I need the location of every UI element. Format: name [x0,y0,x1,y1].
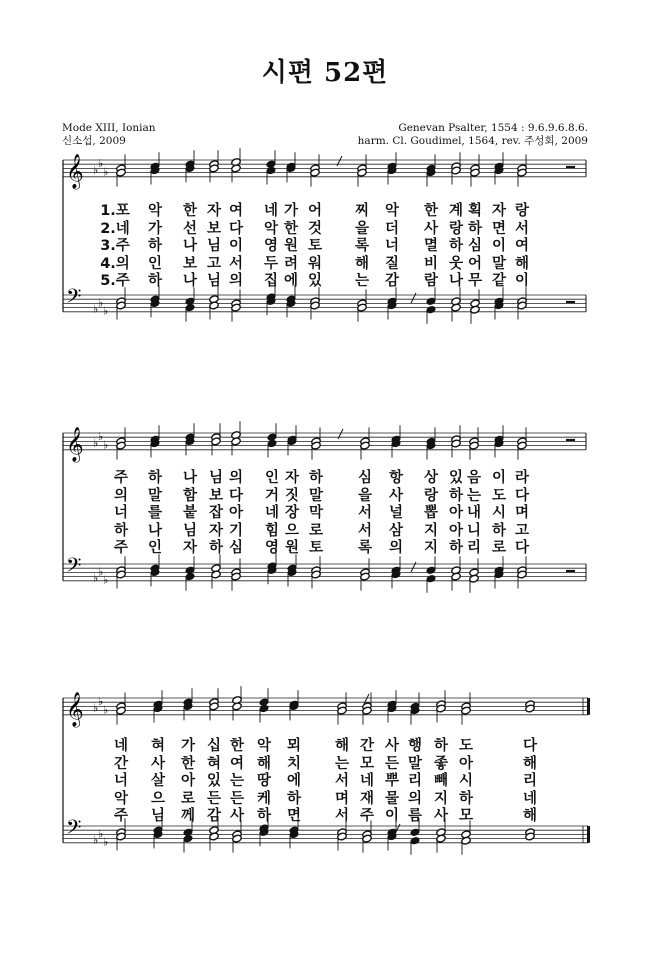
lyric-syllable: 람 [423,273,439,289]
lyric-syllable: 인 [147,540,163,556]
lyric-syllable: 서 [357,505,373,521]
final-barline [587,826,590,843]
lyric-syllable: 사 [433,808,449,824]
lyric-syllable: 록 [354,238,370,254]
lyric-syllable: 말 [407,755,423,772]
lyric-syllable: 자 [206,203,222,219]
lyric-syllable: 보 [208,487,224,504]
lyric-syllable: 하 [147,238,163,254]
lyric-syllable: 사 [384,738,400,754]
lyric-syllable: 함 [182,487,198,504]
lyric-syllable: 기 [228,522,244,539]
lyric-syllable: 획 [467,203,483,219]
lyric-syllable: 짓 [284,487,300,504]
lyric-syllable: 지 [423,522,439,539]
lyric-syllable: 잡 [208,505,224,521]
lyric-syllable: 네 [359,773,375,789]
lyric-syllable: 같 [491,273,507,289]
lyric-syllable: 너 [113,505,129,521]
lyric-syllable: 나 [182,273,198,289]
lyric-syllable: 도 [491,487,507,504]
lyric-syllable: 웃 [448,255,464,272]
lyric-syllable: 네 [522,790,538,807]
lyric-syllable: 여 [514,238,530,254]
lyric-syllable: 네 [113,738,129,754]
lyric-syllable: 서 [334,808,350,824]
lyric-syllable: 하 [448,540,464,556]
lyric-syllable: 두 [263,255,279,272]
lyric-syllable: 의 [228,273,244,289]
lyric-syllable: 의 [113,487,129,504]
lyric-syllable: 에 [283,273,299,289]
lyric-syllable: 면 [286,808,302,824]
lyric-syllable: 의 [407,790,423,807]
lyric-syllable: 주 [113,808,129,824]
lyric-syllable: 행 [407,738,423,754]
half-rest-icon [566,439,575,442]
lyric-syllable: 로 [491,540,507,556]
lyric-syllable: 아 [180,773,196,789]
lyric-syllable: 지 [423,540,439,556]
lyric-syllable: 사 [423,220,439,237]
lyric-syllable: 님 [182,522,198,539]
bass-staff [63,295,586,312]
lyric-syllable: 자 [284,470,300,486]
lyric-syllable: 너 [384,238,400,254]
half-rest-icon [566,166,575,169]
flat-icon: ♭ [98,296,104,310]
lyric-syllable: 워 [307,255,323,272]
lyric-syllable: 치 [286,755,302,772]
lyric-syllable: 로 [308,522,324,539]
lyric-syllable: 찌 [354,203,370,219]
flat-icon: ♭ [93,571,99,585]
lyric-verse-4 [0,523,650,540]
lyric-verse-4 [0,791,650,808]
lyric-syllable: 계 [448,203,464,219]
lyric-syllable: 면 [491,220,507,237]
lyric-syllable: 모 [359,755,375,772]
lyric-syllable: 며 [334,790,350,807]
treble-staff [63,698,588,715]
lyric-syllable: 있 [206,773,222,789]
lyric-syllable: 보 [182,255,198,272]
lyric-syllable: 라 [514,470,530,486]
lyric-syllable: 다 [228,487,244,504]
flat-icon: ♭ [98,430,104,444]
lyric-syllable: 뿌 [384,773,400,789]
lyric-syllable: 사 [388,487,404,504]
flat-icon: ♭ [103,304,109,318]
lyric-syllable: 아 [228,505,244,521]
lyric-syllable: 한 [283,220,299,237]
lyric-syllable: 하 [433,738,449,754]
lyric-syllable: 아 [448,505,464,521]
lyric-syllable: 네 [263,203,279,219]
lyric-syllable: 말 [308,487,324,504]
lyric-syllable: 든 [229,790,245,807]
lyric-syllable: 든 [384,755,400,772]
lyric-syllable: 질 [384,255,400,272]
bass-clef-icon: 𝄢 [66,553,82,582]
lyric-syllable: 것 [307,220,323,237]
lyric-verse-2 [0,221,650,238]
lyric-syllable: 님 [208,470,224,486]
lyric-syllable: 나 [182,470,198,486]
lyric-syllable: 한 [423,203,439,219]
lyric-syllable: 려 [283,255,299,272]
flat-icon: ♭ [98,827,104,841]
lyric-syllable: 좋 [433,755,449,772]
lyric-syllable: 를 [147,505,163,521]
treble-clef-icon: 𝄞 [66,153,84,189]
lyric-verse-1 [0,203,650,220]
lyric-syllable: 감 [206,808,222,824]
flat-icon: ♭ [98,695,104,709]
lyric-syllable: 모 [458,808,474,824]
lyric-syllable: 시 [458,773,474,789]
treble-clef-icon: 𝄞 [66,691,84,727]
flat-icon: ♭ [93,163,99,177]
lyric-syllable: 거 [264,487,280,504]
lyric-syllable: 음 [466,470,482,486]
lyric-syllable: 고 [514,522,530,539]
lyric-verse-1 [0,738,650,755]
lyric-syllable: 하 [147,470,163,486]
harmonization-label: harm. Cl. Goudimel, 1564, rev. 주성회, 2009 [357,135,588,147]
lyric-syllable: 나 [147,522,163,539]
lyric-syllable: 나 [182,238,198,254]
lyric-syllable: 심 [357,470,373,486]
lyric-syllable: 자 [208,522,224,539]
lyric-syllable: 하 [491,522,507,539]
lyric-syllable: 다 [228,220,244,237]
lyric-syllable: 이 [491,238,507,254]
mode-label: Mode XIII, Ionian [62,122,156,134]
lyric-syllable: 자 [182,540,198,556]
lyric-syllable: 붙 [182,505,198,521]
lyric-syllable: 께 [180,808,196,824]
flat-icon: ♭ [98,157,104,171]
lyric-syllable: 다 [522,738,538,754]
lyric-verse-3 [0,773,650,790]
lyric-syllable: 뫼 [286,738,302,754]
lyric-syllable: 장 [284,505,300,521]
lyric-syllable: 한 [229,738,245,754]
flat-icon: ♭ [103,165,109,179]
lyric-syllable: 해 [522,808,538,824]
lyric-syllable: 니 [466,522,482,539]
lyric-syllable: 4.의 [100,255,130,272]
lyric-syllable: 에 [286,773,302,789]
lyric-syllable: 더 [384,220,400,237]
flat-icon: ♭ [103,703,109,717]
lyric-syllable: 감 [384,273,400,289]
lyric-syllable: 는 [354,273,370,289]
lyric-syllable: 름 [407,808,423,824]
lyric-syllable: 땅 [256,773,272,789]
lyric-syllable: 간 [113,755,129,772]
lyric-verse-5 [0,273,650,290]
lyric-syllable: 님 [206,273,222,289]
lyric-syllable: 무 [467,273,483,289]
lyric-syllable: 님 [150,808,166,824]
page-title: 시편 52편 [261,58,389,88]
lyric-syllable: 아 [458,755,474,772]
lyric-syllable: 서 [334,773,350,789]
bass-clef-icon: 𝄢 [66,815,82,844]
lyric-syllable: 있 [307,273,323,289]
lyric-syllable: 의 [228,470,244,486]
half-rest-icon [566,301,575,304]
lyric-verse-3 [0,238,650,255]
lyric-syllable: 으 [150,790,166,807]
lyric-syllable: 이 [384,808,400,824]
lyric-syllable: 이 [514,273,530,289]
lyric-syllable: 악 [384,203,400,219]
lyric-syllable: 시 [491,505,507,521]
lyric-syllable: 하 [147,273,163,289]
lyric-syllable: 서 [514,220,530,237]
lyric-syllable: 자 [491,203,507,219]
lyric-syllable: 집 [263,273,279,289]
lyric-syllable: 심 [228,540,244,556]
lyric-syllable: 으 [284,522,300,539]
flat-icon: ♭ [93,701,99,715]
lyric-syllable: 하 [286,790,302,807]
lyric-syllable: 리 [522,773,538,789]
lyric-syllable: 도 [458,738,474,754]
lyric-verse-4 [0,256,650,273]
lyric-syllable: 인 [147,255,163,272]
half-rest-icon [566,570,575,573]
lyric-syllable: 하 [308,470,324,486]
lyric-syllable: 해 [256,755,272,772]
lyric-syllable: 십 [206,738,222,754]
lyric-syllable: 빼 [433,773,449,789]
lyric-syllable: 며 [514,505,530,521]
lyric-syllable: 심 [467,238,483,254]
final-barline [587,698,590,715]
lyric-syllable: 비 [423,255,439,272]
lyric-syllable: 리 [407,773,423,789]
lyric-syllable: 아 [448,522,464,539]
lyric-syllable: 해 [354,255,370,272]
lyric-syllable: 리 [466,540,482,556]
lyric-syllable: 악 [263,220,279,237]
lyric-syllable: 하 [458,790,474,807]
flat-icon: ♭ [93,436,99,450]
lyric-syllable: 는 [229,773,245,789]
lyric-syllable: 1.포 [100,203,130,219]
lyric-syllable: 멸 [423,238,439,254]
lyric-verse-2 [0,488,650,505]
lyric-syllable: 나 [448,273,464,289]
lyric-syllable: 하 [208,540,224,556]
lyric-syllable: 의 [388,540,404,556]
lyric-syllable: 널 [388,505,404,521]
flat-icon: ♭ [103,438,109,452]
lyric-syllable: 내 [466,505,482,521]
lyric-syllable: 여 [228,203,244,219]
lyric-syllable: 원 [284,540,300,556]
lyric-verse-1 [0,470,650,487]
lyric-syllable: 토 [308,540,324,556]
lyric-verse-5 [0,808,650,825]
lyric-syllable: 뽑 [423,505,439,521]
lyric-syllable: 혀 [150,738,166,754]
lyric-syllable: 하 [467,220,483,237]
lyric-syllable: 어 [467,255,483,272]
lyric-syllable: 살 [150,773,166,789]
lyric-verse-5 [0,540,650,557]
lyric-syllable: 네 [264,505,280,521]
lyric-syllable: 악 [147,203,163,219]
lyric-syllable: 사 [229,808,245,824]
lyric-syllable: 항 [388,470,404,486]
lyric-syllable: 말 [147,487,163,504]
lyric-syllable: 고 [206,255,222,272]
lyric-syllable: 악 [113,790,129,807]
lyric-syllable: 하 [256,808,272,824]
lyric-syllable: 해 [522,755,538,772]
lyric-syllable: 너 [113,773,129,789]
flat-icon: ♭ [98,565,104,579]
treble-staff [63,433,586,450]
lyric-syllable: 하 [448,238,464,254]
lyric-syllable: 선 [182,220,198,237]
lyric-syllable: 다 [514,487,530,504]
lyric-syllable: 여 [229,755,245,772]
lyric-syllable: 말 [491,255,507,272]
lyric-syllable: 록 [357,540,373,556]
lyric-syllable: 힘 [264,522,280,539]
lyric-syllable: 주 [113,470,129,486]
lyric-syllable: 영 [263,238,279,254]
flat-icon: ♭ [93,302,99,316]
lyric-syllable: 5.주 [100,273,130,289]
lyric-syllable: 을 [357,487,373,504]
lyric-syllable: 가 [283,203,299,219]
lyric-syllable: 재 [359,790,375,807]
lyric-syllable: 원 [283,238,299,254]
lyric-syllable: 하 [113,522,129,539]
phrase-mark [411,562,416,572]
lyric-verse-3 [0,505,650,522]
tune-source-label: Genevan Psalter, 1554 : 9.6.9.6.8.6. [398,122,588,134]
lyric-syllable: 다 [514,540,530,556]
lyric-syllable: 는 [334,755,350,772]
flat-icon: ♭ [93,833,99,847]
bass-clef-icon: 𝄢 [66,284,82,313]
lyric-syllable: 영 [264,540,280,556]
lyric-syllable: 어 [307,203,323,219]
lyric-syllable: 삼 [388,522,404,539]
lyric-syllable: 간 [359,738,375,754]
lyric-syllable: 한 [180,755,196,772]
lyric-syllable: 있 [448,470,464,486]
lyric-syllable: 님 [206,238,222,254]
lyric-syllable: 한 [182,203,198,219]
treble-clef-icon: 𝄞 [66,426,84,462]
lyric-syllable: 인 [264,470,280,486]
lyric-syllable: 혀 [206,755,222,772]
phrase-mark [411,293,416,303]
lyric-syllable: 해 [514,255,530,272]
lyric-syllable: 지 [433,790,449,807]
lyric-syllable: 는 [466,487,482,504]
lyric-syllable: 3.주 [100,238,130,254]
lyric-syllable: 토 [307,238,323,254]
lyric-syllable: 주 [113,540,129,556]
lyric-syllable: 물 [384,790,400,807]
lyric-syllable: 랑 [448,220,464,237]
treble-staff [63,160,586,177]
lyric-syllable: 이 [491,470,507,486]
bass-staff [63,564,586,581]
lyric-verse-2 [0,756,650,773]
lyric-syllable: 든 [206,790,222,807]
lyric-syllable: 을 [354,220,370,237]
lyric-syllable: 막 [308,505,324,521]
lyric-syllable: 악 [256,738,272,754]
lyric-syllable: 상 [423,470,439,486]
lyric-syllable: 랑 [514,203,530,219]
lyric-syllable: 로 [180,790,196,807]
lyric-syllable: 이 [228,238,244,254]
lyricist-label: 신소섭, 2009 [62,135,126,147]
lyric-syllable: 사 [150,755,166,772]
flat-icon: ♭ [103,573,109,587]
lyric-syllable: 보 [206,220,222,237]
lyric-syllable: 해 [334,738,350,754]
lyric-syllable: 케 [256,790,272,807]
lyric-syllable: 서 [228,255,244,272]
lyric-syllable: 가 [180,738,196,754]
lyric-syllable: 주 [359,808,375,824]
lyric-syllable: 랑 [423,487,439,504]
bass-staff [63,826,588,843]
lyric-syllable: 가 [147,220,163,237]
lyric-syllable: 하 [448,487,464,504]
lyric-syllable: 서 [357,522,373,539]
lyric-syllable: 2.네 [100,220,130,237]
flat-icon: ♭ [103,835,109,849]
